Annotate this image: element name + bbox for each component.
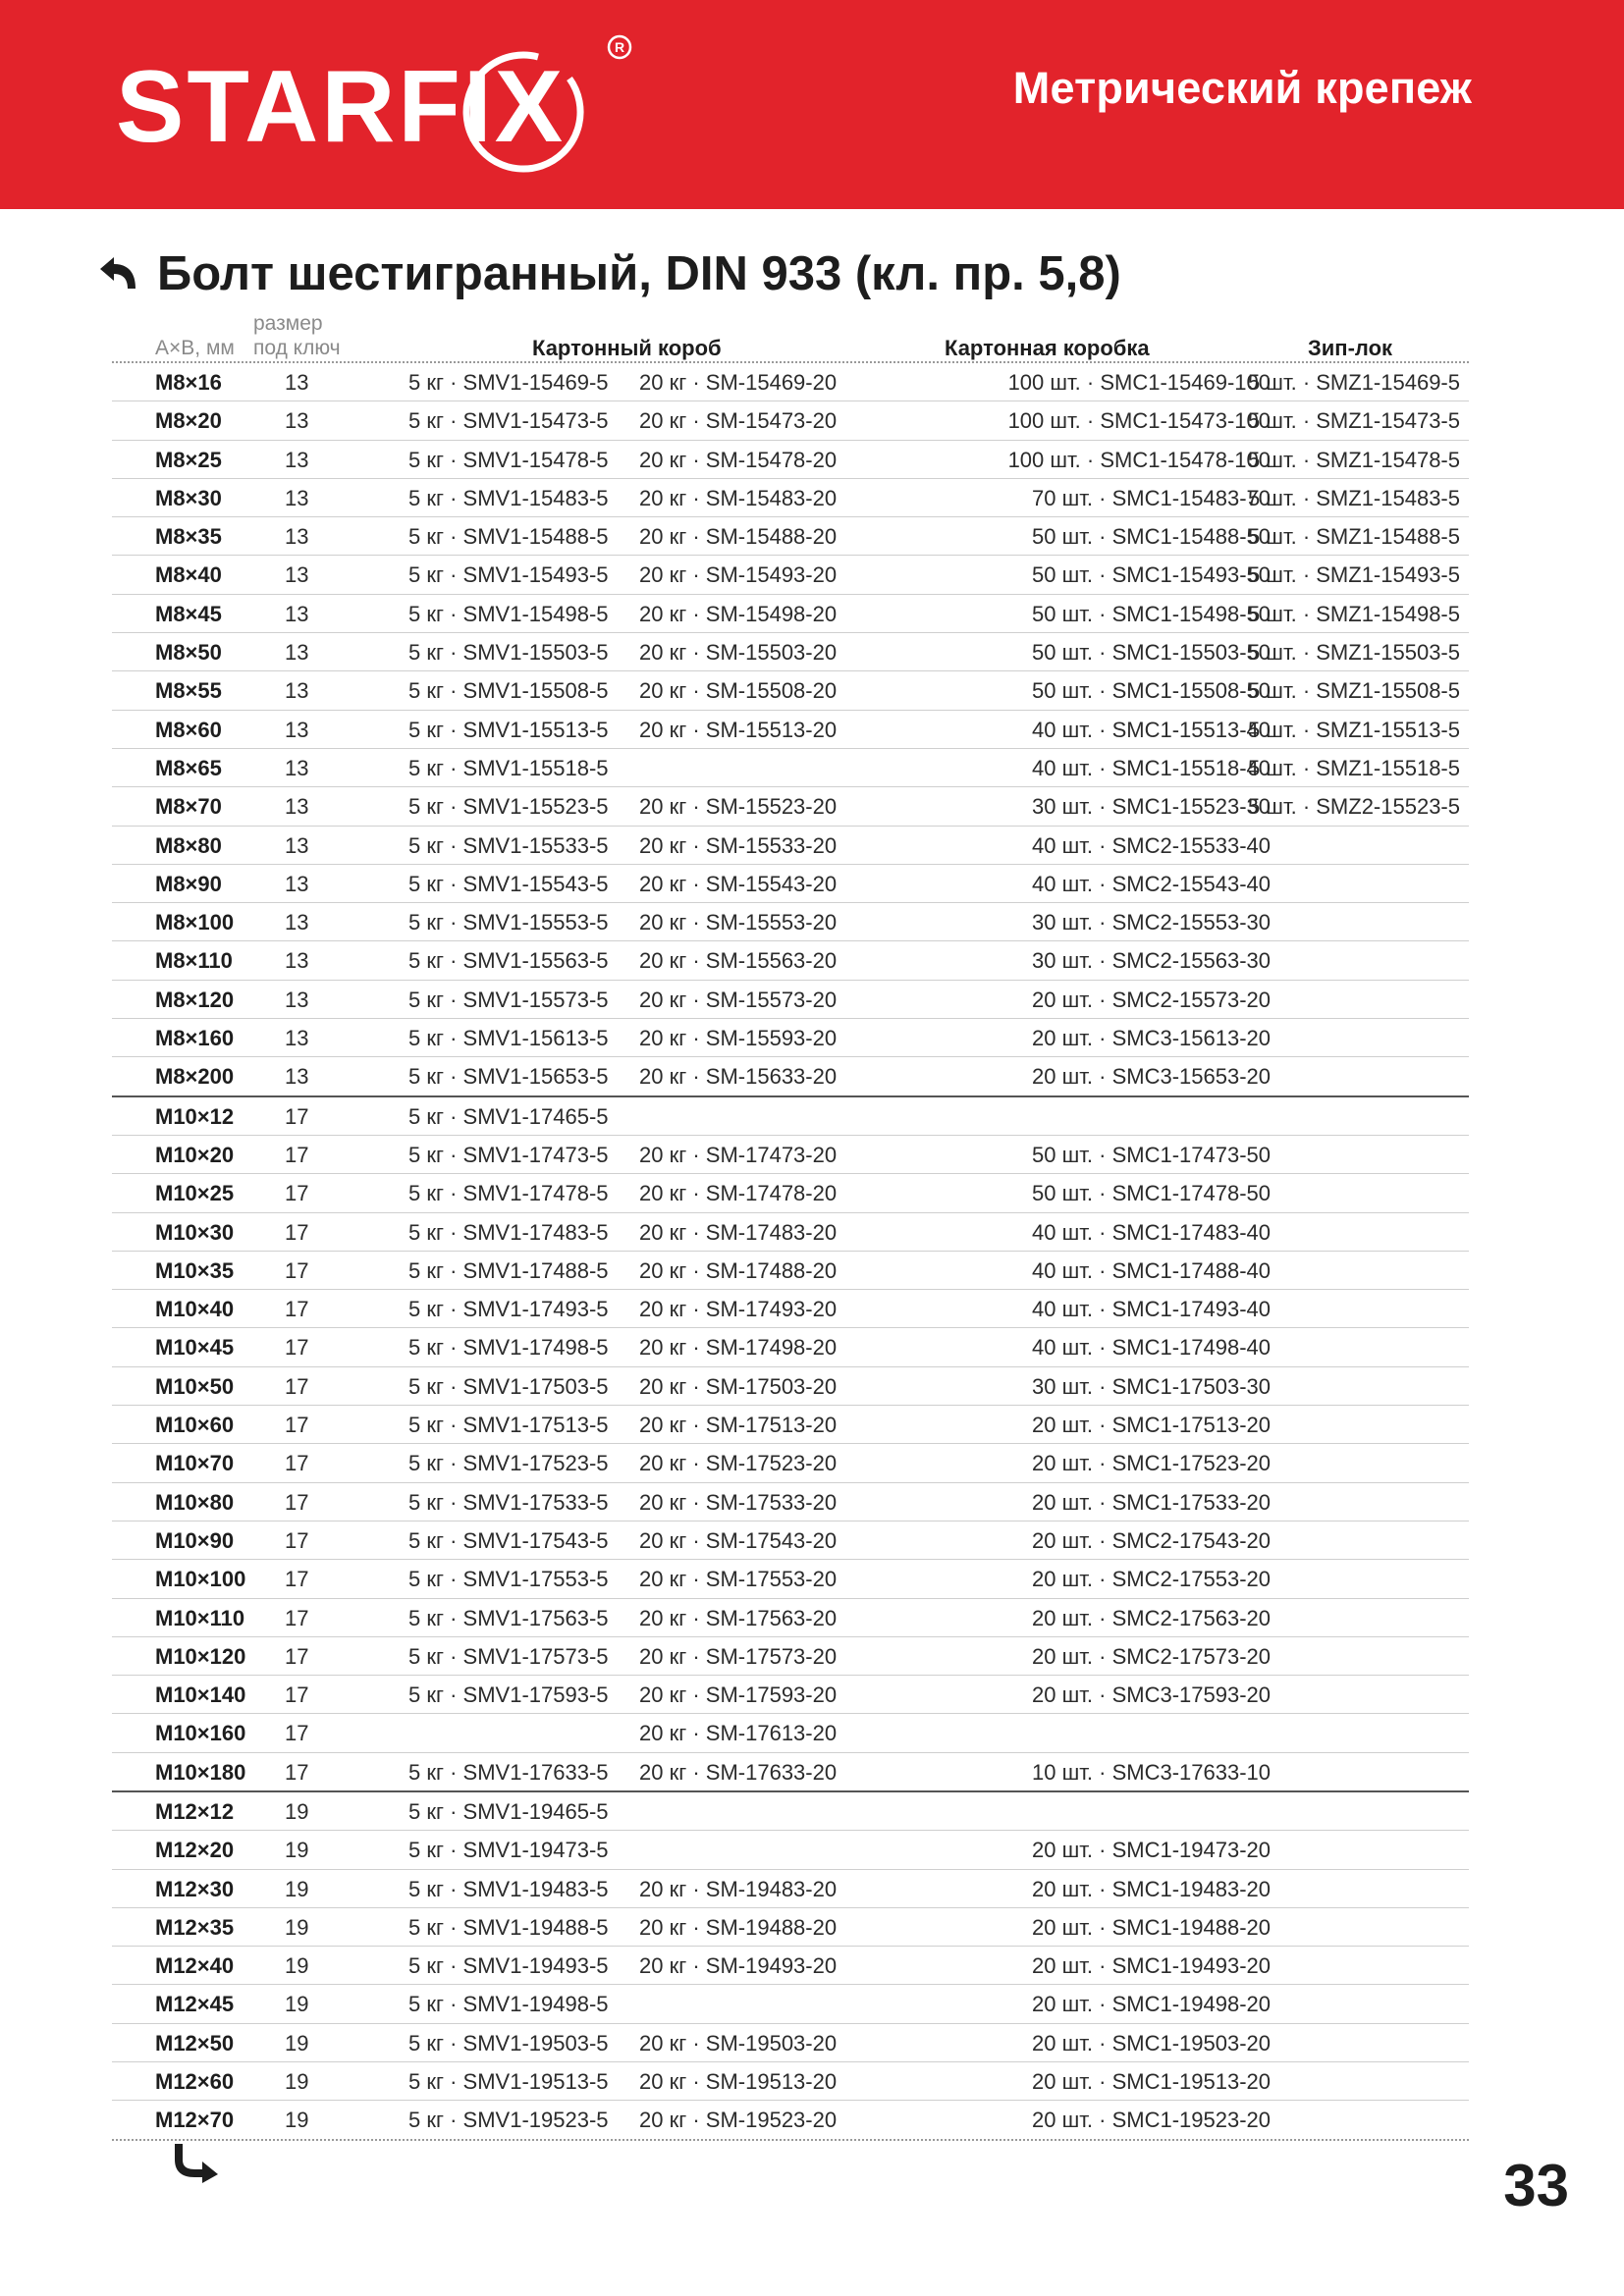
cell-box-20kg: 20 кг · SM-15513-20 — [639, 717, 838, 742]
cell-box-20kg: 20 кг · SM-17573-20 — [639, 1643, 838, 1669]
cell-size: M8×60 — [155, 717, 222, 742]
table-row — [112, 981, 1469, 1019]
cell-carton: 20 шт. · SMC1-19513-20 — [1032, 2069, 1271, 2095]
cell-key: 17 — [285, 1297, 309, 1322]
cell-box-20kg: 20 кг · SM-17503-20 — [639, 1373, 838, 1399]
header-key-line2: под ключ — [253, 337, 341, 359]
table-row — [112, 1213, 1469, 1252]
cell-box-5kg: 5 кг · SMV1-15613-5 — [408, 1026, 609, 1051]
cell-carton: 20 шт. · SMC3-17593-20 — [1032, 1682, 1271, 1708]
cell-size: M10×30 — [155, 1219, 235, 1245]
cell-box-5kg: 5 кг · SMV1-17573-5 — [408, 1643, 609, 1669]
cell-carton: 20 шт. · SMC2-15573-20 — [1032, 987, 1271, 1012]
cell-box-5kg: 5 кг · SMV1-15653-5 — [408, 1064, 609, 1090]
cell-key: 19 — [285, 1798, 309, 1824]
cell-size: M10×45 — [155, 1335, 235, 1361]
cell-size: M10×100 — [155, 1567, 246, 1592]
cell-box-5kg: 5 кг · SMV1-15563-5 — [408, 948, 609, 974]
cell-size: M8×120 — [155, 987, 235, 1012]
cell-key: 17 — [285, 1643, 309, 1669]
cell-box-20kg: 20 кг · SM-19483-20 — [639, 1876, 838, 1901]
table-row — [112, 1483, 1469, 1522]
curved-arrow-down-right-icon — [175, 2144, 220, 2183]
table-row — [112, 865, 1469, 903]
cell-size: M10×12 — [155, 1103, 235, 1129]
cell-carton: 20 шт. · SMC1-19488-20 — [1032, 1914, 1271, 1940]
table-row — [112, 1599, 1469, 1637]
cell-key: 13 — [285, 370, 309, 395]
cell-size: M8×160 — [155, 1026, 235, 1051]
cell-key: 13 — [285, 717, 309, 742]
table-row — [112, 1985, 1469, 2023]
cell-box-20kg: 20 кг · SM-19513-20 — [639, 2069, 838, 2095]
cell-box-5kg: 5 кг · SMV1-15478-5 — [408, 447, 609, 472]
cell-key: 13 — [285, 948, 309, 974]
cell-box-5kg: 5 кг · SMV1-19523-5 — [408, 2108, 609, 2133]
page-number: 33 — [1503, 2153, 1569, 2218]
table-row — [112, 1057, 1469, 1096]
table-row — [112, 1908, 1469, 1947]
cell-key: 17 — [285, 1451, 309, 1476]
section-title: Болт шестигранный, DIN 933 (кл. пр. 5,8) — [157, 247, 1121, 300]
cell-carton: 20 шт. · SMC1-19503-20 — [1032, 2030, 1271, 2056]
cell-size: M8×50 — [155, 640, 222, 666]
cell-box-5kg: 5 кг · SMV1-19498-5 — [408, 1992, 609, 2017]
cell-box-20kg: 20 кг · SM-15633-20 — [639, 1064, 838, 1090]
table-row — [112, 1792, 1469, 1831]
cell-carton: 50 шт. · SMC1-15503-50 — [1032, 640, 1271, 666]
cell-box-20kg: 20 кг · SM-17563-20 — [639, 1605, 838, 1630]
cell-ziplock: 5 шт. · SMZ1-15493-5 — [1247, 562, 1460, 588]
cell-box-20kg: 20 кг · SM-15573-20 — [639, 987, 838, 1012]
cell-size: M12×30 — [155, 1876, 235, 1901]
cell-carton: 20 шт. · SMC3-15653-20 — [1032, 1064, 1271, 1090]
cell-ziplock: 5 шт. · SMZ1-15498-5 — [1247, 601, 1460, 626]
cell-box-5kg: 5 кг · SMV1-15493-5 — [408, 562, 609, 588]
cell-box-20kg: 20 кг · SM-17593-20 — [639, 1682, 838, 1708]
cell-size: M8×20 — [155, 408, 222, 434]
curved-arrow-back-icon — [98, 255, 137, 293]
header-bar — [0, 0, 1624, 209]
cell-ziplock: 5 шт. · SMZ1-15518-5 — [1247, 755, 1460, 780]
cell-box-5kg: 5 кг · SMV1-15473-5 — [408, 408, 609, 434]
cell-carton: 30 шт. · SMC1-15523-30 — [1032, 794, 1271, 820]
cell-box-20kg: 20 кг · SM-17533-20 — [639, 1489, 838, 1515]
cell-key: 19 — [285, 2108, 309, 2133]
cell-box-5kg: 5 кг · SMV1-17488-5 — [408, 1257, 609, 1283]
table-row — [112, 1560, 1469, 1598]
cell-box-5kg: 5 кг · SMV1-19465-5 — [408, 1798, 609, 1824]
cell-key: 19 — [285, 1838, 309, 1863]
cell-size: M10×50 — [155, 1373, 235, 1399]
cell-box-5kg: 5 кг · SMV1-15573-5 — [408, 987, 609, 1012]
table-row — [112, 787, 1469, 826]
table-body — [112, 363, 1469, 2141]
cell-box-5kg: 5 кг · SMV1-19473-5 — [408, 1838, 609, 1863]
cell-key: 17 — [285, 1682, 309, 1708]
cell-carton: 20 шт. · SMC1-19498-20 — [1032, 1992, 1271, 2017]
cell-size: M10×40 — [155, 1297, 235, 1322]
cell-box-5kg: 5 кг · SMV1-15469-5 — [408, 370, 609, 395]
cell-key: 19 — [285, 1992, 309, 2017]
cell-box-20kg: 20 кг · SM-15493-20 — [639, 562, 838, 588]
cell-box-5kg: 5 кг · SMV1-15513-5 — [408, 717, 609, 742]
cell-carton: 70 шт. · SMC1-15483-70 — [1032, 485, 1271, 510]
cell-size: M8×90 — [155, 871, 222, 896]
cell-box-20kg: 20 кг · SM-15523-20 — [639, 794, 838, 820]
cell-key: 17 — [285, 1142, 309, 1167]
cell-size: M10×120 — [155, 1643, 246, 1669]
cell-carton: 20 шт. · SMC1-19493-20 — [1032, 1953, 1271, 1979]
cell-size: M10×35 — [155, 1257, 235, 1283]
cell-carton: 100 шт. · SMC1-15478-100 — [1007, 447, 1271, 472]
cell-key: 19 — [285, 2030, 309, 2056]
table-row — [112, 903, 1469, 941]
cell-box-20kg: 20 кг · SM-15508-20 — [639, 678, 838, 704]
cell-size: M8×35 — [155, 524, 222, 550]
product-table — [112, 310, 1469, 2141]
cell-box-5kg: 5 кг · SMV1-15533-5 — [408, 832, 609, 858]
cell-key: 17 — [285, 1373, 309, 1399]
table-row — [112, 1174, 1469, 1212]
cell-carton: 20 шт. · SMC2-17553-20 — [1032, 1567, 1271, 1592]
cell-box-5kg: 5 кг · SMV1-15508-5 — [408, 678, 609, 704]
cell-box-20kg: 20 кг · SM-17523-20 — [639, 1451, 838, 1476]
cell-carton: 100 шт. · SMC1-15473-100 — [1007, 408, 1271, 434]
header-zip: Зип-лок — [1308, 336, 1393, 360]
cell-carton: 40 шт. · SMC1-17493-40 — [1032, 1297, 1271, 1322]
table-row — [112, 827, 1469, 865]
cell-carton: 40 шт. · SMC1-17483-40 — [1032, 1219, 1271, 1245]
cell-carton: 20 шт. · SMC1-19473-20 — [1032, 1838, 1271, 1863]
table-row — [112, 595, 1469, 633]
table-row — [112, 1136, 1469, 1174]
cell-ziplock: 5 шт. · SMZ1-15488-5 — [1247, 524, 1460, 550]
cell-carton: 40 шт. · SMC2-15543-40 — [1032, 871, 1271, 896]
table-row — [112, 517, 1469, 556]
table-row — [112, 1252, 1469, 1290]
cell-key: 13 — [285, 601, 309, 626]
cell-carton: 20 шт. · SMC2-17573-20 — [1032, 1643, 1271, 1669]
cell-size: M8×45 — [155, 601, 222, 626]
cell-carton: 50 шт. · SMC1-15498-50 — [1032, 601, 1271, 626]
table-row — [112, 556, 1469, 594]
header-box: Картонный короб — [532, 336, 722, 360]
starfix-logo — [116, 31, 646, 179]
cell-key: 17 — [285, 1567, 309, 1592]
cell-size: M10×60 — [155, 1413, 235, 1438]
cell-box-20kg: 20 кг · SM-15593-20 — [639, 1026, 838, 1051]
cell-box-20kg: 20 кг · SM-15553-20 — [639, 910, 838, 935]
cell-box-5kg: 5 кг · SMV1-17483-5 — [408, 1219, 609, 1245]
cell-box-5kg: 5 кг · SMV1-17543-5 — [408, 1527, 609, 1553]
table-row — [112, 441, 1469, 479]
table-row — [112, 749, 1469, 787]
cell-key: 13 — [285, 755, 309, 780]
cell-key: 17 — [285, 1605, 309, 1630]
cell-size: M10×20 — [155, 1142, 235, 1167]
cell-box-20kg: 20 кг · SM-17473-20 — [639, 1142, 838, 1167]
table-row — [112, 1522, 1469, 1560]
cell-key: 13 — [285, 678, 309, 704]
cell-ziplock: 5 шт. · SMZ1-15503-5 — [1247, 640, 1460, 666]
cell-box-20kg: 20 кг · SM-17478-20 — [639, 1181, 838, 1206]
cell-carton: 30 шт. · SMC2-15563-30 — [1032, 948, 1271, 974]
cell-box-5kg: 5 кг · SMV1-15503-5 — [408, 640, 609, 666]
cell-size: M10×110 — [155, 1605, 245, 1630]
cell-key: 13 — [285, 1064, 309, 1090]
cell-size: M8×100 — [155, 910, 235, 935]
cell-size: M12×40 — [155, 1953, 235, 1979]
table-row — [112, 479, 1469, 517]
cell-box-20kg: 20 кг · SM-17543-20 — [639, 1527, 838, 1553]
cell-key: 17 — [285, 1335, 309, 1361]
cell-box-20kg: 20 кг · SM-15498-20 — [639, 601, 838, 626]
cell-box-5kg: 5 кг · SMV1-19503-5 — [408, 2030, 609, 2056]
cell-key: 19 — [285, 1953, 309, 1979]
cell-size: M12×50 — [155, 2030, 235, 2056]
cell-size: M8×16 — [155, 370, 222, 395]
table-row — [112, 1328, 1469, 1366]
cell-key: 17 — [285, 1489, 309, 1515]
table-row — [112, 941, 1469, 980]
table-row — [112, 2062, 1469, 2101]
table-row — [112, 1097, 1469, 1136]
cell-box-5kg: 5 кг · SMV1-15498-5 — [408, 601, 609, 626]
cell-carton: 30 шт. · SMC2-15553-30 — [1032, 910, 1271, 935]
cell-key: 13 — [285, 447, 309, 472]
cell-box-5kg: 5 кг · SMV1-17513-5 — [408, 1413, 609, 1438]
cell-key: 17 — [285, 1527, 309, 1553]
cell-box-5kg: 5 кг · SMV1-17523-5 — [408, 1451, 609, 1476]
cell-carton: 50 шт. · SMC1-17478-50 — [1032, 1181, 1271, 1206]
cell-carton: 20 шт. · SMC2-17543-20 — [1032, 1527, 1271, 1553]
cell-carton: 20 шт. · SMC1-17523-20 — [1032, 1451, 1271, 1476]
cell-carton: 100 шт. · SMC1-15469-100 — [1007, 370, 1271, 395]
cell-box-20kg: 20 кг · SM-15469-20 — [639, 370, 838, 395]
cell-box-5kg: 5 кг · SMV1-17593-5 — [408, 1682, 609, 1708]
cell-size: M12×60 — [155, 2069, 235, 2095]
cell-size: M8×25 — [155, 447, 222, 472]
table-row — [112, 671, 1469, 710]
cell-box-20kg: 20 кг · SM-17483-20 — [639, 1219, 838, 1245]
cell-key: 13 — [285, 910, 309, 935]
cell-box-20kg: 20 кг · SM-17553-20 — [639, 1567, 838, 1592]
cell-box-5kg: 5 кг · SMV1-15483-5 — [408, 485, 609, 510]
cell-box-5kg: 5 кг · SMV1-17553-5 — [408, 1567, 609, 1592]
cell-key: 13 — [285, 562, 309, 588]
cell-box-5kg: 5 кг · SMV1-19493-5 — [408, 1953, 609, 1979]
table-row — [112, 1637, 1469, 1676]
cell-box-5kg: 5 кг · SMV1-17563-5 — [408, 1605, 609, 1630]
cell-size: M8×110 — [155, 948, 233, 974]
cell-ziplock: 5 шт. · SMZ1-15469-5 — [1247, 370, 1460, 395]
cell-size: M8×70 — [155, 794, 222, 820]
section-heading — [98, 240, 1121, 308]
cell-size: M10×90 — [155, 1527, 235, 1553]
table-row — [112, 363, 1469, 401]
cell-carton: 30 шт. · SMC1-17503-30 — [1032, 1373, 1271, 1399]
cell-size: M8×65 — [155, 755, 222, 780]
table-row — [112, 711, 1469, 749]
cell-box-20kg: 20 кг · SM-15503-20 — [639, 640, 838, 666]
cell-key: 13 — [285, 408, 309, 434]
cell-size: M12×20 — [155, 1838, 235, 1863]
table-row — [112, 1831, 1469, 1869]
table-row — [112, 1753, 1469, 1792]
cell-ziplock: 5 шт. · SMZ1-15508-5 — [1247, 678, 1460, 704]
cell-carton: 20 шт. · SMC1-17533-20 — [1032, 1489, 1271, 1515]
cell-key: 13 — [285, 1026, 309, 1051]
brand-wordmark: STARFIX — [116, 50, 567, 164]
cell-size: M8×40 — [155, 562, 222, 588]
cell-key: 19 — [285, 1876, 309, 1901]
cell-box-5kg: 5 кг · SMV1-15553-5 — [408, 910, 609, 935]
cell-box-20kg: 20 кг · SM-19503-20 — [639, 2030, 838, 2056]
cell-key: 13 — [285, 987, 309, 1012]
cell-key: 17 — [285, 1413, 309, 1438]
cell-box-5kg: 5 кг · SMV1-19513-5 — [408, 2069, 609, 2095]
cell-box-5kg: 5 кг · SMV1-17633-5 — [408, 1759, 609, 1785]
cell-size: M8×55 — [155, 678, 222, 704]
cell-box-20kg: 20 кг · SM-15563-20 — [639, 948, 838, 974]
cell-box-5kg: 5 кг · SMV1-17533-5 — [408, 1489, 609, 1515]
cell-carton: 40 шт. · SMC1-15518-40 — [1032, 755, 1271, 780]
cell-key: 19 — [285, 2069, 309, 2095]
cell-key: 17 — [285, 1721, 309, 1746]
cell-carton: 50 шт. · SMC1-15508-50 — [1032, 678, 1271, 704]
table-row — [112, 401, 1469, 440]
table-row — [112, 1947, 1469, 1985]
category-label: Метрический крепеж — [1012, 63, 1472, 113]
header-size: A×B, мм — [155, 337, 235, 359]
cell-box-5kg: 5 кг · SMV1-15488-5 — [408, 524, 609, 550]
table-row — [112, 2101, 1469, 2140]
cell-box-20kg: 20 кг · SM-19488-20 — [639, 1914, 838, 1940]
cell-box-5kg: 5 кг · SMV1-17493-5 — [408, 1297, 609, 1322]
cell-size: M8×80 — [155, 832, 222, 858]
cell-size: M12×70 — [155, 2108, 235, 2133]
cell-key: 13 — [285, 832, 309, 858]
cell-size: M12×45 — [155, 1992, 235, 2017]
table-row — [112, 1367, 1469, 1406]
cell-box-20kg: 20 кг · SM-15473-20 — [639, 408, 838, 434]
table-row — [112, 1444, 1469, 1482]
cell-size: M10×80 — [155, 1489, 235, 1515]
cell-box-20kg: 20 кг · SM-19523-20 — [639, 2108, 838, 2133]
cell-ziplock: 5 шт. · SMZ1-15478-5 — [1247, 447, 1460, 472]
cell-size: M10×180 — [155, 1759, 246, 1785]
cell-box-5kg: 5 кг · SMV1-19488-5 — [408, 1914, 609, 1940]
cell-key: 17 — [285, 1103, 309, 1129]
cell-carton: 50 шт. · SMC1-15493-50 — [1032, 562, 1271, 588]
cell-carton: 50 шт. · SMC1-17473-50 — [1032, 1142, 1271, 1167]
cell-box-5kg: 5 кг · SMV1-17478-5 — [408, 1181, 609, 1206]
cell-box-5kg: 5 кг · SMV1-17465-5 — [408, 1103, 609, 1129]
cell-box-20kg: 20 кг · SM-17498-20 — [639, 1335, 838, 1361]
cell-size: M8×30 — [155, 485, 222, 510]
header-key-line1: размер — [253, 312, 323, 335]
cell-box-5kg: 5 кг · SMV1-15523-5 — [408, 794, 609, 820]
cell-carton: 20 шт. · SMC1-19523-20 — [1032, 2108, 1271, 2133]
svg-text:R: R — [614, 39, 625, 55]
cell-ziplock: 5 шт. · SMZ1-15513-5 — [1247, 717, 1460, 742]
cell-carton: 20 шт. · SMC1-17513-20 — [1032, 1413, 1271, 1438]
cell-size: M10×160 — [155, 1721, 246, 1746]
cell-ziplock: 5 шт. · SMZ2-15523-5 — [1247, 794, 1460, 820]
cell-key: 13 — [285, 640, 309, 666]
cell-carton: 40 шт. · SMC1-17498-40 — [1032, 1335, 1271, 1361]
table-row — [112, 1870, 1469, 1908]
cell-carton: 20 шт. · SMC2-17563-20 — [1032, 1605, 1271, 1630]
cell-key: 13 — [285, 794, 309, 820]
table-row — [112, 1406, 1469, 1444]
cell-box-5kg: 5 кг · SMV1-17473-5 — [408, 1142, 609, 1167]
cell-key: 17 — [285, 1759, 309, 1785]
cell-box-5kg: 5 кг · SMV1-15543-5 — [408, 871, 609, 896]
table-row — [112, 1676, 1469, 1714]
cell-key: 13 — [285, 871, 309, 896]
cell-box-20kg: 20 кг · SM-19493-20 — [639, 1953, 838, 1979]
cell-size: M12×35 — [155, 1914, 235, 1940]
cell-key: 17 — [285, 1257, 309, 1283]
cell-carton: 40 шт. · SMC2-15533-40 — [1032, 832, 1271, 858]
cell-key: 17 — [285, 1181, 309, 1206]
cell-box-20kg: 20 кг · SM-17493-20 — [639, 1297, 838, 1322]
header-carton: Картонная коробка — [945, 336, 1150, 360]
table-row — [112, 1714, 1469, 1752]
cell-box-20kg: 20 кг · SM-17488-20 — [639, 1257, 838, 1283]
table-row — [112, 1019, 1469, 1057]
cell-carton: 10 шт. · SMC3-17633-10 — [1032, 1759, 1271, 1785]
cell-size: M8×200 — [155, 1064, 235, 1090]
cell-key: 13 — [285, 524, 309, 550]
cell-ziplock: 5 шт. · SMZ1-15483-5 — [1247, 485, 1460, 510]
cell-box-20kg: 20 кг · SM-15543-20 — [639, 871, 838, 896]
cell-carton: 20 шт. · SMC1-19483-20 — [1032, 1876, 1271, 1901]
table-row — [112, 1290, 1469, 1328]
cell-box-20kg: 20 кг · SM-17633-20 — [639, 1759, 838, 1785]
cell-box-20kg: 20 кг · SM-17513-20 — [639, 1413, 838, 1438]
cell-box-20kg: 20 кг · SM-15488-20 — [639, 524, 838, 550]
cell-carton: 20 шт. · SMC3-15613-20 — [1032, 1026, 1271, 1051]
cell-box-5kg: 5 кг · SMV1-15518-5 — [408, 755, 609, 780]
cell-ziplock: 5 шт. · SMZ1-15473-5 — [1247, 408, 1460, 434]
cell-size: M12×12 — [155, 1798, 235, 1824]
cell-box-5kg: 5 кг · SMV1-17503-5 — [408, 1373, 609, 1399]
cell-key: 13 — [285, 485, 309, 510]
cell-box-20kg: 20 кг · SM-17613-20 — [639, 1721, 838, 1746]
cell-size: M10×140 — [155, 1682, 246, 1708]
cell-carton: 40 шт. · SMC1-17488-40 — [1032, 1257, 1271, 1283]
cell-box-20kg: 20 кг · SM-15533-20 — [639, 832, 838, 858]
table-row — [112, 2024, 1469, 2062]
cell-box-5kg: 5 кг · SMV1-17498-5 — [408, 1335, 609, 1361]
table-header — [112, 310, 1469, 363]
cell-box-5kg: 5 кг · SMV1-19483-5 — [408, 1876, 609, 1901]
cell-key: 19 — [285, 1914, 309, 1940]
cell-box-20kg: 20 кг · SM-15483-20 — [639, 485, 838, 510]
table-row — [112, 633, 1469, 671]
cell-size: M10×25 — [155, 1181, 235, 1206]
cell-carton: 40 шт. · SMC1-15513-40 — [1032, 717, 1271, 742]
cell-carton: 50 шт. · SMC1-15488-50 — [1032, 524, 1271, 550]
cell-size: M10×70 — [155, 1451, 235, 1476]
cell-box-20kg: 20 кг · SM-15478-20 — [639, 447, 838, 472]
cell-key: 17 — [285, 1219, 309, 1245]
